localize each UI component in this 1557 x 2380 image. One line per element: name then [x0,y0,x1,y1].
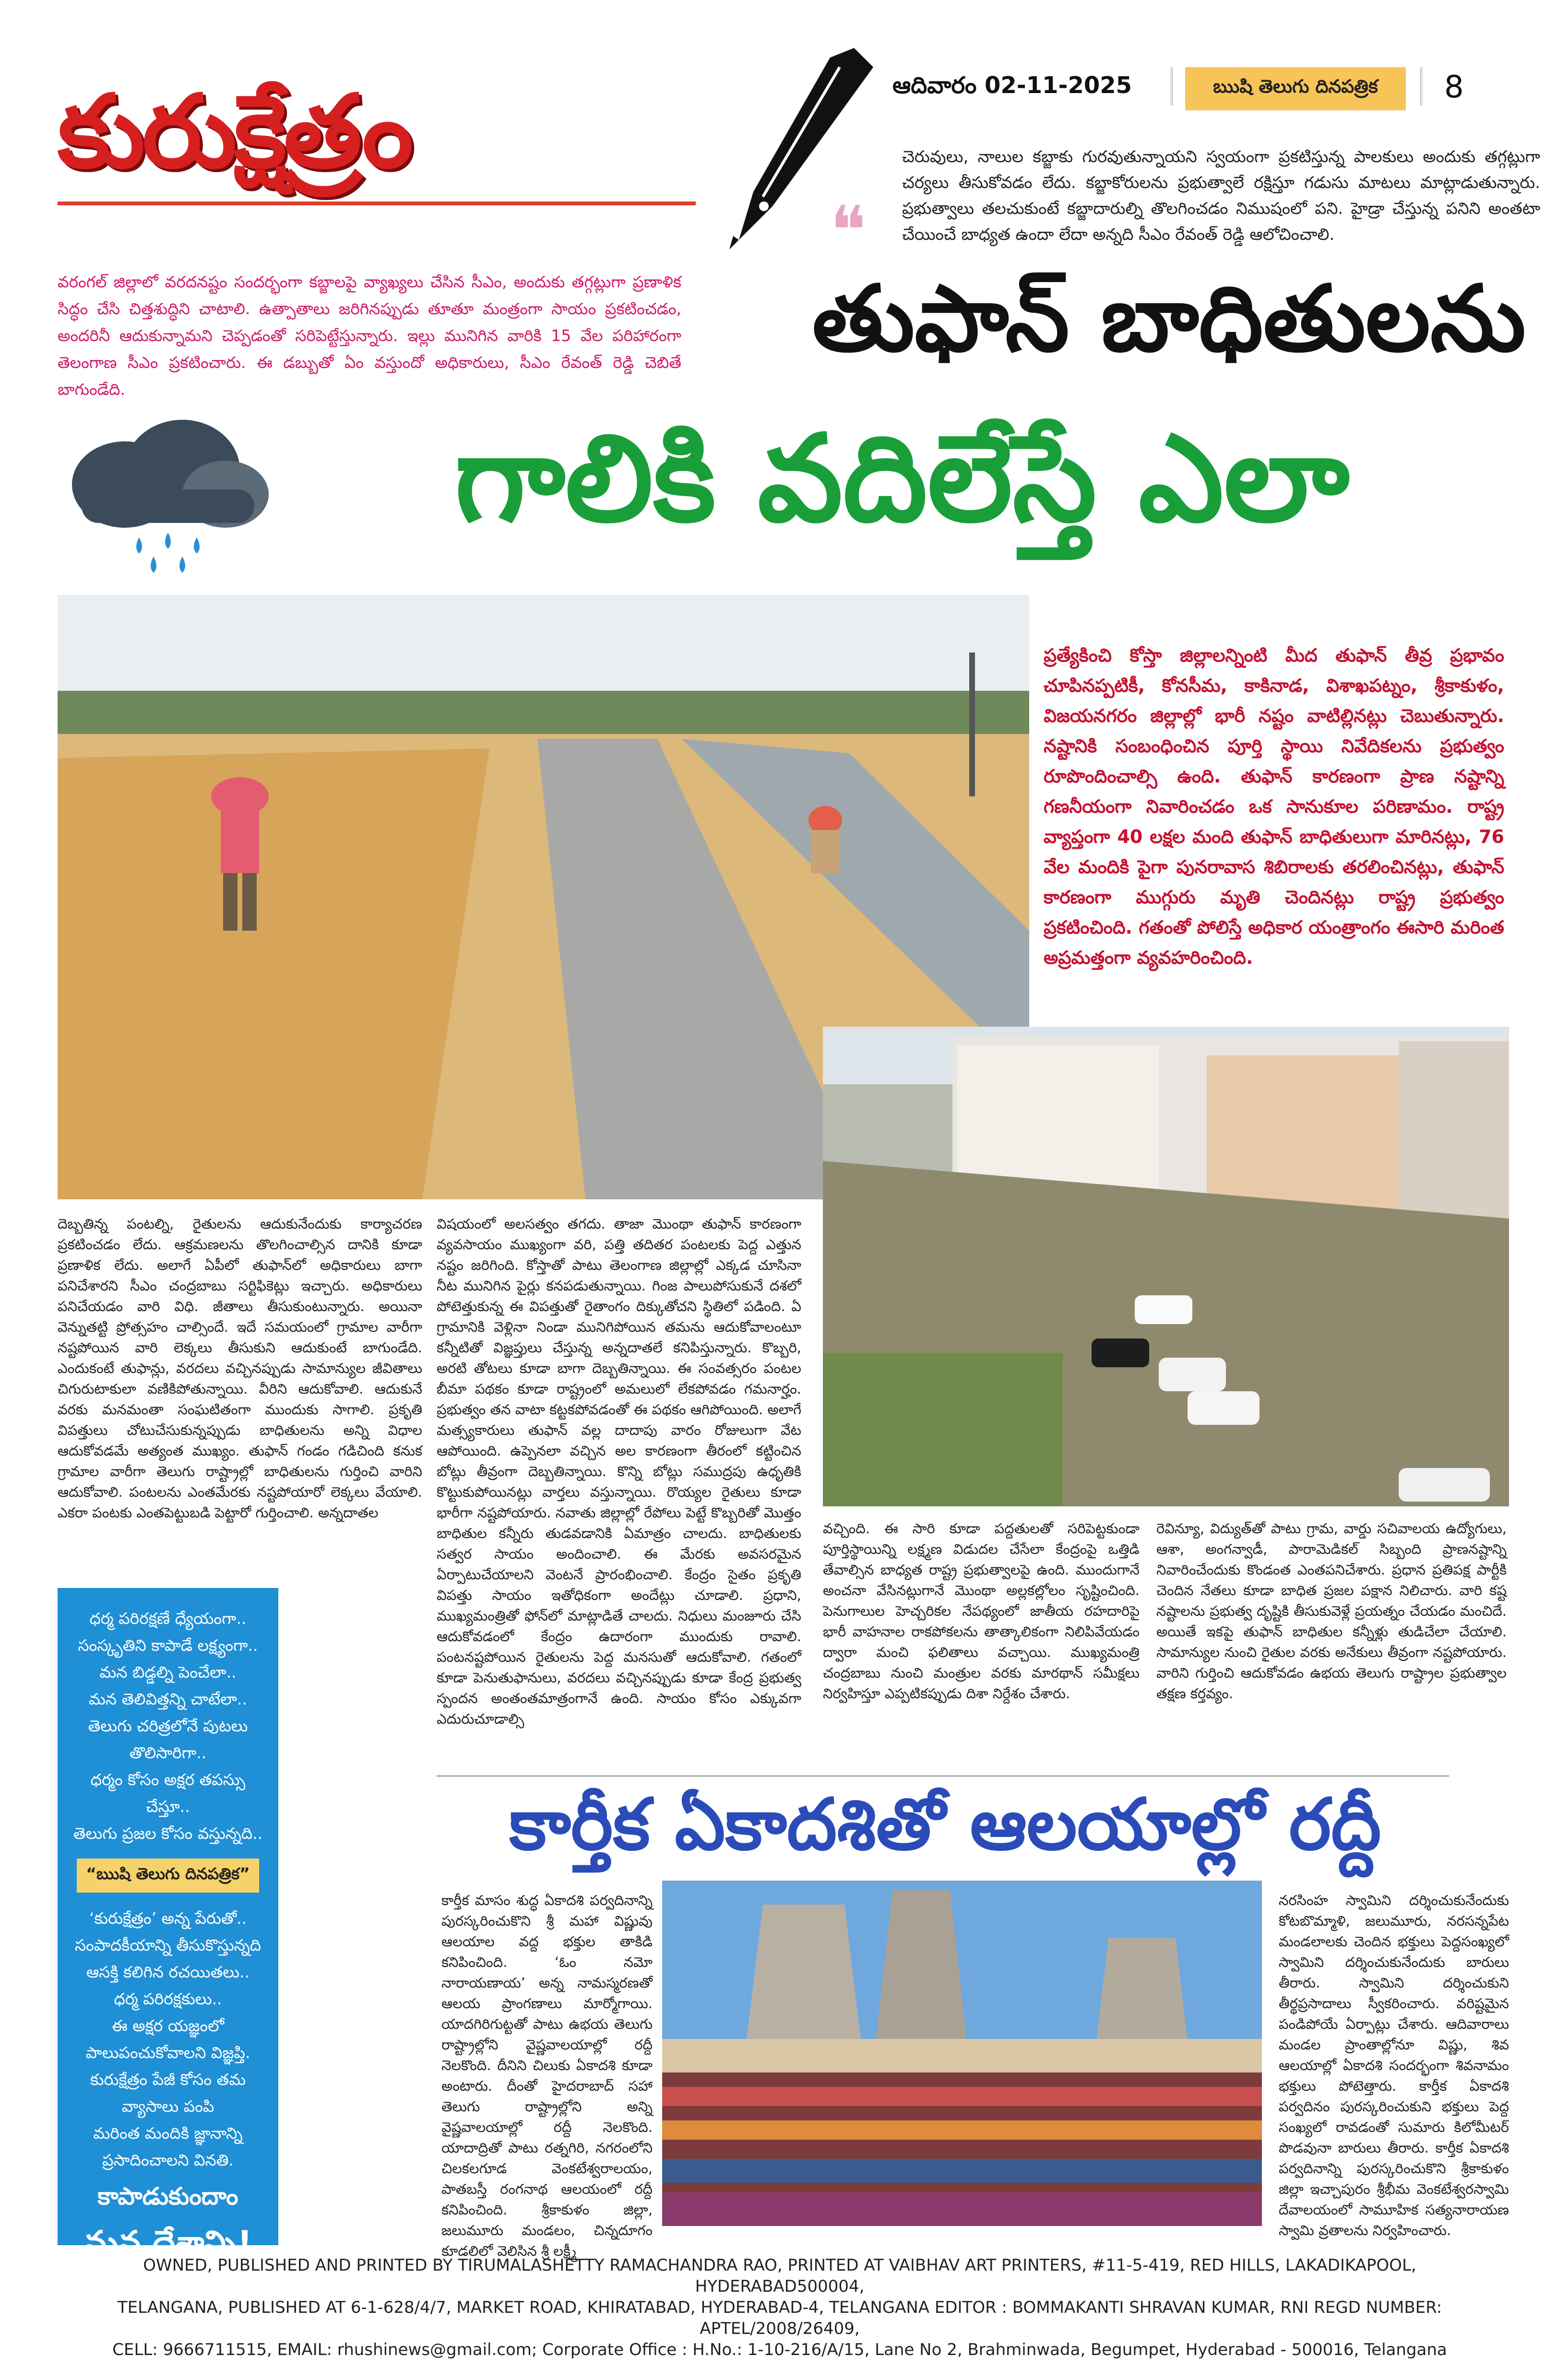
sidebar-line: ఈ అక్షర యజ్ఞంలో [111,2016,225,2035]
sidebar-line: ఆసక్తి కలిగిన రచయితలు.. [86,1963,250,1981]
headline-temple-rush: కార్తీక ఏకాదశితో ఆలయాల్లో రద్దీ [509,1783,1381,1866]
appeal-sidebar [58,1588,278,2311]
footer-line: OWNED, PUBLISHED AND PRINTED BY TIRUMALASHETTY RAMACHANDRA RAO, PRINTED AT VAIBHAV ART PRINTERS, #11-5-419, RED HILLS, LAKADIKAPOOL, HYDERABAD500004, [143,2256,1416,2296]
footer-line: TELANGANA, PUBLISHED AT 6-1-628/4/7, MARKET ROAD, KHIRATABAD, HYDERABAD-4, TELANGANA EDITOR : BOMMAKANTI SHRAVAN KUMAR, RNI REGD NUMBER: APTEL/2008/26409, [117,2298,1442,2338]
article1-column2: విషయంలో అలసత్వం తగదు. తాజా మొంథా తుఫాన్ కారణంగా వ్యవసాయం ముఖ్యంగా వరి, పత్తి తదితర పంటలకు పెద్ద ఎత్తున నష్టం జరిగింది. కోస్తాతో పాటు తెలంగాణ జిల్లాల్లో ఎక్కడ చూసినా నీట మునిగిన పైర్లు కనపడుతున్నాయి. గింజ పాలుపోసుకునే దశలో పోటెత్తుకున్న ఈ విపత్తుతో రైతాంగం దిక్కుతోచని స్థితిలో పడింది. ఏ గ్రామానికి వెళ్లినా నిండా మునిగిపోయిన తమను ఆదుకోవాలంటూ కన్నీటితో విజ్ఞప్తులు చేస్తున్న అన్నదాతలే కనిపిస్తున్నారు. కొబ్బరి, అరటి తోటలు కూడా బాగా దెబ్బతిన్నాయి. ఈ సంవత్సరం పంటల బీమా పథకం కూడా రాష్ట్రంలో అమలులో లేకపోవడం గమనార్హం. ప్రభుత్వం తన వాటా కట్టకపోవడంతో ఈ పథకం ఆగిపోయింది. అలాగే మత్స్యకారులు తుఫాన్ వల్ల దాదాపు వారం రోజులుగా వేట ఆపోయింది. ఉప్పెనలా వచ్చిన అల కారణంగా తీరంలో కట్టించిన బోట్లు తీవ్రంగా దెబ్బతిన్నాయి. కొన్ని బోట్లు సముద్రపు ఉధృతికి కొట్టుకుపోయినట్లు వార్తలు వస్తున్నాయి. రొయ్యల రైతులు కూడా భారీగా నష్టపోయారు. నవాతు జిల్లాల్లో రేపోలు పెట్టే కొబ్బరితో మొత్తం బాధితుల కన్నీరు తుడవడానికి ఏమాత్రం చాలదు. బాధితులకు సత్వర సాయం అందించాలి. ఈ మేరకు అవసరమైన ఏర్పాటుచేయాలని వెంటనే ప్రారంభించాలి. కేంద్రం సైతం ప్రకృతి విపత్తు సాయం ఇతోధికంగా అందేట్లు చూడాలి. ప్రధాని, ముఖ్యమంత్రితో ఫోన్‌లో మాట్లాడితే చాలదు. నిధులు మంజూరు చేసి ఆదుకోవడంలో కేంద్రం ఉదారంగా ముందుకు రావాలి. పంటనష్టపోయిన రైతులను పెద్ద మనసుతో ఆదుకోవాలి. గతంలో కూడా పెనుతుఫానులు, వరదలు వచ్చినప్పుడు కూడా కేంద్ర ప్రభుత్వ స్పందన అంతంతమాత్రంగానే ఉంది. సాయం కోసం ఎక్కువగా ఎదురుచూడాల్సి [437,1216,801,1727]
article1-column1: దెబ్బతిన్న పంటల్ని, రైతులను ఆదుకునేందుకు కార్యాచరణ ప్రకటించడం లేదు. ఆక్రమణలను తొలగించాల్సిన దానికి కూడా ప్రణాళిక లేదు. అలాగే ఏపీలో తుఫాన్‌లో అధికారులు బాగా పనిచేశారని సీఎం చంద్రబాబు సర్టిఫికెట్లు ఇచ్చారు. అధికారులు పనిచేయడం వారి విధి. జీతాలు తీసుకుంటున్నారు. అయినా వెన్నుతట్టి ప్రోత్సహం చాల్సిందే. ఇదే సమయంలో గ్రామాల వారీగా నష్టపోయిన వారి లెక్కలు తీసుకుని ఆదుకుంటే బాగుండేది. ఎందుకంటే తుఫాన్లు, వరదలు వచ్చినప్పుడు సామాన్యుల జీవితాలు చిగురుటాకులా వణికిపోతున్నాయి. వీరిని ఆదుకోవాలి. ఆదుకునే వరకు మనమంతా సంఘటితంగా ముందుకు సాగాలి. ప్రకృతి విపత్తులు చోటుచేసుకున్నప్పుడు బాధితులను అన్ని విధాల ఆదుకోవడమే అత్యంత ముఖ్యం. తుఫాన్ గండం గడిచింది కనుక గ్రామాల వారీగా తెలుగు రాష్ట్రాల్లో బాధితులను గుర్తించి వారిని ఆదుకోవాలి. పంటలను ఎంతమేరకు నష్టపోయారో లెక్కలు వేయాలి. ఎకరా పంటకు ఎంతపెట్టుబడి పెట్టారో గుర్తించాలి. అన్నదాతల [58,1216,422,1521]
sidebar-appeal: కాపాడుకుందాం [97,2182,238,2210]
temple-crowd-photo [662,1881,1262,2226]
sidebar-line: కురుక్షేత్రం పేజీ కోసం తమ [90,2070,246,2089]
page-number: 8 [1444,70,1464,105]
separator [1420,67,1427,106]
sidebar-call [58,1893,278,2174]
quote-text: చెరువులు, నాలుల కబ్జాకు గురవుతున్నాయని స్వయంగా ప్రకటిస్తున్న పాలకులు అందుకు తగ్గట్లుగా చర్యలు తీసుకోవడం లేదు. కబ్జాకోరులను ప్రభుత్వాలే రక్షిస్తూ గడుసు మాటలు మాట్లాడుతున్నారు. ప్రభుత్వాలు తలచుకుంటే కబ్జాదారుల్ని తొలగించడం నిముషంలో పని. హైడ్రా చేస్తున్న పనిని అంతటా చేయించే బాధ్యత ఉందా లేదా అన్నది సీఎం రేవంత్ రెడ్డి ఆలోచించాలి. [902,147,1540,244]
sidebar-line: పాలుపంచుకోవాలని విజ్ఞప్తి. [85,2043,250,2062]
sidebar-line: సంపాదకీయాన్ని తీసుకొస్తున్నది [74,1936,261,1954]
sidebar-line: మన తెలివిత్తన్ని చాటేలా.. [89,1690,247,1708]
masthead-logo: కురుక్షేత్రం [58,73,410,190]
sidebar-line: ధర్మ పరిరక్షకులు.. [114,1989,222,2008]
article1-column4: రెవిన్యూ, విద్యుత్‌తో పాటు గ్రామ, వార్డు సచివాలయ ఉద్యోగులు, ఆశా, అంగన్వాడీ, పారామెడికల్ సిబ్బంది ప్రాణనష్టాన్ని నివారించేందుకు కొండంత ఎంతపనిచేశారు. ప్రధాన ప్రతిపక్ష పార్టీకి చెందిన నేతలు కూడా బాధిత ప్రజల పక్షాన నిలిచారు. వారి కష్ట నష్టాలను ప్రభుత్వ దృష్టికి తీసుకువెళ్లే ప్రయత్నం చేయడం మంచిదే. అయితే ఇకపై తుఫాన్ బాధితుల కన్నీళ్లు తుడిచేలా చేయాలి. సామాన్యుల నుంచి రైతుల వరకు అనేకులు తీవ్రంగా నష్టపోయారు. వారిని గుర్తించి ఆదుకోవడం ఉభయ తెలుగు రాష్ట్రాల ప్రభుత్వాల తక్షణ కర్తవ్యం. [1156,1520,1507,1702]
sidebar-line: ధర్మం కోసం అక్షర తపస్సు చేస్తూ.. [90,1770,246,1816]
sidebar-line: మన బిడ్డల్ని పెంచేలా.. [99,1663,237,1681]
quote-icon: ❝ [830,192,867,270]
headline-line2: గాలికి వదిలేస్తే ఎలా [454,409,1350,548]
sidebar-line: ప్రసాదించాలని వినతి. [102,2151,234,2169]
footer-line: CELL: 9666711515, EMAIL: rhushinews@gmail.com; Corporate Office : H.No.: 1-10-216/A/15, Lane No 2, Brahminwada, Begumpet, Hyderabad - 500016, Telangana [112,2340,1447,2359]
article2-column1: కార్తీక మాసం శుద్ధ ఏకాదశి పర్వదినాన్ని పురస్కరించుకొని శ్రీ మహా విష్ణువు ఆలయాల వద్ద భక్తుల తాకిడి కనిపించింది. ‘ఓం నమో నారాయణాయ’ అన్న నామస్మరణతో ఆలయ ప్రాంగణాలు మార్మోగాయి. యాదగిరిగుట్టతో పాటు ఉభయ తెలుగు రాష్ట్రాల్లోని వైష్ణవాలయాల్లో రద్దీ నెలకొంది. దీనిని చిలుకు ఏకాదశి కూడా అంటారు. దీంతో హైదరాబాద్ సహా తెలుగు రాష్ట్రాల్లోని అన్ని వైష్ణవాలయాల్లో రద్దీ నెలకొంది. యాదాద్రితో పాటు రత్నగిరి, నగరంలోని చిలకలగూడ వెంకటేశ్వరాలయం, పాతబస్తీ రంగనాథ ఆలయంలో రద్దీ కనిపించింది. శ్రీకాకుళం జిల్లా, జలుమూరు మండలం, చిన్నదూగం కూడలిలో వెలిసిన శ్రీ లక్ష్మీ [441,1892,653,2259]
sidebar-paper-tag: “ఋషి తెలుగు దినపత్రిక” [77,1859,259,1893]
sidebar-slogan-1: మన దేశాన్ని! [83,2224,252,2262]
headline-line1: తుఫాన్ బాధితులను [812,266,1526,372]
masthead-rule [58,201,696,205]
flooded-street-photo [823,1027,1509,1506]
highlight-blurb: ప్రత్యేకించి కోస్తా జిల్లాలన్నింటి మీద తుఫాన్ తీవ్ర ప్రభావం చూపినప్పటికీ, కోనసీమ, కాకినాడ, విశాఖపట్నం, శ్రీకాకుళం, విజయనగరం జిల్లాల్లో భారీ నష్టం వాటిల్లినట్లు చెబుతున్నారు. నష్టానికి సంబంధించిన పూర్తి స్థాయి నివేదికలను ప్రభుత్వం రూపొందించాల్సి ఉంది. తుఫాన్ కారణంగా ప్రాణ నష్టాన్ని గణనీయంగా నివారించడం ఒక సానుకూల పరిణామం. రాష్ట్ర వ్యాప్తంగా 40 లక్షల మంది తుఫాన్ బాధితులుగా మారినట్లు, 76 వేల మందికి పైగా పునరావాస శిబిరాలకు తరలించినట్లు, తుఫాన్ కారణంగా ముగ్గురు మృతి చెందినట్లు రాష్ట్ర ప్రభుత్వం ప్రకటించింది. గతంతో పోలిస్తే అధికార యంత్రాంగం ఈసారి మరింత అప్రమత్తంగా వ్యవహరించింది. [1044,645,1504,968]
sidebar-line: తెలుగు ప్రజల కోసం వస్తున్నది.. [73,1824,263,1843]
sidebar-line: ధర్మ పరిరక్షణే ధ్యేయంగా.. [89,1609,247,1628]
separator [1171,67,1177,106]
article1-column3: వచ్చింది. ఈ సారి కూడా పద్దతులతో సరిపెట్టకుండా పూర్తిస్థాయిన్ని లక్ష్మణ విడుదల చేసేలా కేంద్రంపై ఒత్తిడి తేవాల్సిన బాధ్యత రాష్ట్ర ప్రభుత్వాలపై ఉంది. ముందుగానే అంచనా వేసినట్లుగానే మొంథా అల్లకల్లోలం సృష్టించింది. పెనుగాలుల హెచ్చరికల నేపథ్యంలో జాతీయ రహదారిపై భారీ వాహనాల రాకపోకలను తాత్కాలికంగా నిలిపివేయడం ద్వారా మంచి ఫలితాలు వచ్చాయి. ముఖ్యమంత్రి చంద్రబాబు నుంచి మంత్రుల వరకు మారథాన్ సమీక్షలు నిర్వహిస్తూ ఎప్పటికప్పుడు దిశా నిర్దేశం చేశారు. [823,1520,1140,1702]
sidebar-line: మరింత మందికి జ్ఞానాన్ని [93,2124,243,2143]
sidebar-slogan-2: మన ధర్మాన్ని!! [71,2273,265,2311]
rain-cloud-icon [53,413,273,576]
paper-name-tag: ఋషి తెలుగు దినపత్రిక [1185,67,1406,110]
article2-column2: నరసింహ స్వామిని దర్శించుకునేందుకు కోటబొమ్మాళి, జలుమూరు, నరసన్నపేట మండలాలకు చెందిన భక్తులు పెద్దసంఖ్యలో స్వామిని దర్శించుకునేందుకు బారులు తీరారు. స్వామిని దర్శించుకుని తీర్థప్రసాదాలు స్వీకరించారు. వరిష్టమైన పండిపోయే ఏర్పాట్లు చేశారు. ఆదివారాలు మండల ప్రాంతాల్లోనూ విష్ణు, శివ ఆలయాల్లో ఏకాదశి సందర్భంగా శివనామం భక్తులు పోటెత్తారు. కార్తీక ఏకాదశి పర్వదినం పురస్కరించుకుని భక్తులు పెద్ద సంఖ్యలో రావడంతో సుమారు కిలోమీటర్ పొడవునా బారులు తీరారు. కార్తీక ఏకాదశి పర్వదినాన్ని పురస్కరించుకొని శ్రీకాకుళం జిల్లా ఇచ్చాపురం శ్రీభీమ వెంకటేశ్వరస్వామి దేవాలయంలో సామూహిక సత్యనారాయణ స్వామి వ్రతాలను నిర్వహించారు. [1279,1892,1509,2238]
sidebar-line: ‘కురుక్షేత్రం’ అన్న పేరుతో.. [89,1909,247,1928]
sidebar-line: సంస్కృతిని కాపాడే లక్ష్యంగా.. [78,1636,258,1655]
section-divider [437,1775,1449,1777]
sidebar-intro [58,1588,278,1847]
imprint-footer [96,2255,1463,2360]
intro-blurb: వరంగల్ జిల్లాలో వరదనష్టం సందర్భంగా కబ్జాలపై వ్యాఖ్యలు చేసిన సీఎం, అందుకు తగ్గట్లుగా ప్రణాళిక సిద్ధం చేసి చిత్తశుద్ధిని చాటాలి. ఉత్పాతాలు జరిగినప్పుడు తూతూ మంత్రంగా సాయం ప్రకటించడం, అందరినీ ఆదుకున్నామని చెప్పడంతో సరిపెట్టేస్తున్నారు. ఇల్లు మునిగిన వారికి 15 వేల పరిహారంగా తెలంగాణ సీఎం ప్రకటించారు. ఈ డబ్బుతో ఏం వస్తుందో అధికారులు, సీఎం రేవంత్ రెడ్డి చెబితే బాగుండేది. [58,272,681,399]
sidebar-line: వ్యాసాలు పంపి [121,2097,214,2116]
sidebar-line: తెలుగు చరిత్రలోనే పుటలు తొలిసారిగా.. [88,1717,248,1762]
issue-date: ఆదివారం 02-11-2025 [892,72,1132,99]
